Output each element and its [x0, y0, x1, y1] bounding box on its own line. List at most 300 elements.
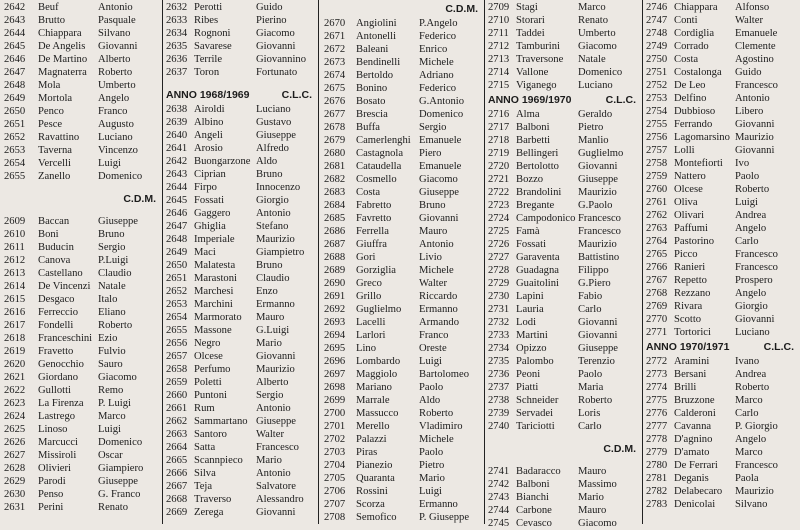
entry-number: 2739 — [488, 408, 510, 419]
roster-row — [646, 407, 798, 420]
entry-number: 2675 — [324, 83, 346, 94]
entry-number: 2764 — [646, 236, 668, 247]
roster-row — [488, 264, 640, 277]
entry-given-name: G.Paolo — [578, 200, 613, 211]
entry-given-name: Silvano — [98, 28, 131, 39]
entry-surname: Repetto — [674, 275, 707, 286]
entry-surname: Rum — [194, 403, 215, 414]
entry-given-name: Giuseppe — [578, 343, 619, 354]
entry-given-name: Giovanni — [98, 41, 138, 52]
entry-surname: Ferrando — [674, 119, 713, 130]
roster-row — [324, 511, 482, 524]
entry-surname: Brescia — [356, 109, 388, 120]
entry-surname: Maggiolo — [356, 369, 398, 380]
entry-surname: Baccan — [38, 216, 70, 227]
entry-surname: Ghiglia — [194, 221, 226, 232]
entry-given-name: Luciano — [256, 104, 291, 115]
entry-given-name: Domenico — [98, 437, 143, 448]
entry-number: 2653 — [166, 299, 188, 310]
entry-given-name: Giacomo — [419, 174, 458, 185]
entry-number: 2762 — [646, 210, 668, 221]
roster-row — [166, 168, 316, 181]
entry-surname: Lagomarsino — [674, 132, 730, 143]
roster-row — [166, 233, 316, 246]
entry-number: 2657 — [166, 351, 188, 362]
entry-surname: Servadei — [516, 408, 554, 419]
roster-row — [166, 311, 316, 324]
entry-given-name: Mauro — [578, 466, 607, 477]
roster-row — [4, 280, 160, 293]
entry-surname: Gori — [356, 252, 376, 263]
entry-surname: Traverso — [194, 494, 232, 505]
roster-row — [488, 40, 640, 53]
roster-row — [4, 105, 160, 118]
entry-number: 2654 — [4, 158, 26, 169]
roster-row — [4, 14, 160, 27]
entry-given-name: Alberto — [98, 54, 131, 65]
entry-given-name: Prospero — [735, 275, 773, 286]
entry-surname: Toron — [194, 67, 220, 78]
roster-row — [646, 79, 798, 92]
entry-surname: Linoso — [38, 424, 68, 435]
entry-given-name: Clemente — [735, 41, 776, 52]
roster-row — [488, 342, 640, 355]
roster-row — [4, 475, 160, 488]
entry-given-name: Ermanno — [256, 299, 295, 310]
entry-number: 2611 — [4, 242, 25, 253]
entry-number: 2733 — [488, 330, 510, 341]
entry-number: 2746 — [646, 2, 668, 13]
entry-number: 2769 — [646, 301, 668, 312]
entry-surname: Olcese — [674, 184, 703, 195]
entry-given-name: Ermanno — [419, 304, 458, 315]
entry-surname: Dubbioso — [674, 106, 716, 117]
entry-surname: Negro — [194, 338, 221, 349]
roster-row — [166, 66, 316, 79]
roster-row — [646, 459, 798, 472]
entry-number: 2645 — [166, 195, 188, 206]
entry-number: 2628 — [4, 463, 26, 474]
entry-surname: Zerega — [194, 507, 224, 518]
entry-surname: Massone — [194, 325, 232, 336]
entry-surname: Firpo — [194, 182, 217, 193]
entry-number: 2661 — [166, 403, 188, 414]
entry-given-name: Mario — [419, 473, 445, 484]
entry-number: 2631 — [4, 502, 26, 513]
entry-given-name: Natale — [578, 54, 606, 65]
entry-surname: Rognoni — [194, 28, 231, 39]
entry-number: 2777 — [646, 421, 668, 432]
entry-given-name: Sergio — [256, 390, 284, 401]
roster-row — [646, 183, 798, 196]
entry-given-name: Paolo — [419, 382, 444, 393]
entry-given-name: G.Luigi — [256, 325, 290, 336]
entry-given-name: P. Giorgio — [735, 421, 778, 432]
entry-number: 2737 — [488, 382, 510, 393]
entry-given-name: Livio — [419, 252, 442, 263]
entry-surname: Rezzano — [674, 288, 711, 299]
roster-row — [166, 27, 316, 40]
roster-row — [488, 121, 640, 134]
section-header — [488, 92, 640, 108]
entry-given-name: Pietro — [419, 460, 445, 471]
entry-number: 2707 — [324, 499, 346, 510]
entry-surname: Marmorato — [194, 312, 242, 323]
entry-number: 2745 — [488, 518, 510, 529]
entry-number: 2730 — [488, 291, 510, 302]
roster-row — [166, 220, 316, 233]
roster-row — [646, 313, 798, 326]
entry-surname: Ravattino — [38, 132, 80, 143]
section-tag: C.D.M. — [123, 193, 156, 205]
entry-given-name: Carlo — [735, 408, 759, 419]
entry-given-name: Emanuele — [735, 28, 778, 39]
entry-given-name: Giovannino — [256, 54, 307, 65]
roster-row — [488, 420, 640, 433]
roster-row — [488, 14, 640, 27]
roster-row — [488, 173, 640, 186]
entry-surname: Bersani — [674, 369, 707, 380]
entry-surname: Cordiglia — [674, 28, 715, 39]
entry-given-name: Silvano — [735, 499, 768, 510]
entry-given-name: Libero — [735, 106, 764, 117]
entry-surname: Ranieri — [674, 262, 706, 273]
roster-row — [488, 303, 640, 316]
entry-number: 2696 — [324, 356, 346, 367]
entry-surname: Brandolini — [516, 187, 562, 198]
entry-surname: Marcucci — [38, 437, 78, 448]
entry-number: 2728 — [488, 265, 510, 276]
entry-surname: Satta — [194, 442, 216, 453]
entry-surname: Fossati — [516, 239, 547, 250]
roster-row — [488, 66, 640, 79]
roster-row — [488, 478, 640, 491]
roster-row — [324, 251, 482, 264]
entry-given-name: Francesco — [578, 226, 621, 237]
entry-number: 2626 — [4, 437, 26, 448]
entry-given-name: Michele — [419, 434, 454, 445]
entry-given-name: Franco — [419, 330, 449, 341]
roster-row — [166, 103, 316, 116]
roster-row — [166, 181, 316, 194]
entry-surname: Bozzo — [516, 174, 544, 185]
entry-surname: Buducin — [38, 242, 74, 253]
entry-surname: Lolli — [674, 145, 695, 156]
roster-row — [4, 40, 160, 53]
entry-surname: Lodi — [516, 317, 537, 328]
entry-number: 2748 — [646, 28, 668, 39]
roster-row — [646, 498, 798, 511]
entry-surname: Pesce — [38, 119, 63, 130]
entry-given-name: Domenico — [578, 67, 623, 78]
entry-surname: Garaventa — [516, 252, 560, 263]
entry-number: 2664 — [166, 442, 188, 453]
entry-surname: Magnaterra — [38, 67, 87, 78]
entry-given-name: Oscar — [98, 450, 123, 461]
roster-row — [324, 459, 482, 472]
entry-given-name: G. Franco — [98, 489, 141, 500]
entry-surname: Badaracco — [516, 466, 561, 477]
roster-row — [646, 248, 798, 261]
entry-number: 2650 — [4, 106, 26, 117]
entry-number: 2750 — [646, 54, 668, 65]
entry-surname: Marrale — [356, 395, 390, 406]
entry-number: 2652 — [4, 132, 26, 143]
roster-row — [324, 368, 482, 381]
entry-number: 2612 — [4, 255, 26, 266]
column-divider — [484, 0, 485, 524]
roster-row — [4, 410, 160, 423]
entry-given-name: Bruno — [256, 169, 283, 180]
entry-number: 2703 — [324, 447, 346, 458]
roster-row — [166, 207, 316, 220]
entry-given-name: Maurizio — [578, 239, 617, 250]
entry-given-name: Giovanni — [735, 145, 775, 156]
entry-number: 2616 — [4, 307, 26, 318]
entry-given-name: Filippo — [578, 265, 609, 276]
entry-given-name: Luciano — [578, 80, 613, 91]
entry-number: 2766 — [646, 262, 668, 273]
roster-row — [166, 14, 316, 27]
entry-number: 2776 — [646, 408, 668, 419]
roster-row — [166, 493, 316, 506]
entry-number: 2701 — [324, 421, 346, 432]
entry-given-name: Roberto — [735, 382, 770, 393]
entry-surname: Bianchi — [516, 492, 549, 503]
section-year: ANNO 1968/1969 — [166, 89, 250, 101]
entry-given-name: Pasquale — [98, 15, 136, 26]
column-divider — [162, 0, 163, 524]
entry-number: 2700 — [324, 408, 346, 419]
entry-surname: Merello — [356, 421, 390, 432]
entry-surname: Opizzo — [516, 343, 547, 354]
entry-number: 2720 — [488, 161, 510, 172]
entry-surname: Poletti — [194, 377, 222, 388]
entry-surname: Brilli — [674, 382, 697, 393]
roster-row — [4, 79, 160, 92]
entry-number: 2761 — [646, 197, 668, 208]
roster-column — [488, 0, 640, 529]
roster-row — [4, 144, 160, 157]
roster-row — [646, 105, 798, 118]
entry-surname: Conti — [674, 15, 698, 26]
entry-given-name: Giacomo — [256, 28, 295, 39]
entry-given-name: Paola — [735, 473, 759, 484]
roster-row — [324, 238, 482, 251]
roster-row — [324, 407, 482, 420]
roster-row — [646, 381, 798, 394]
roster-row — [646, 14, 798, 27]
entry-number: 2642 — [4, 2, 26, 13]
roster-row — [488, 381, 640, 394]
entry-surname: Alma — [516, 109, 540, 120]
entry-number: 2716 — [488, 109, 510, 120]
entry-number: 2658 — [166, 364, 188, 375]
entry-surname: Piras — [356, 447, 378, 458]
entry-given-name: Giovanni — [256, 507, 296, 518]
entry-number: 2615 — [4, 294, 26, 305]
entry-surname: Santoro — [194, 429, 227, 440]
roster-row — [488, 147, 640, 160]
entry-number: 2692 — [324, 304, 346, 315]
entry-number: 2667 — [166, 481, 188, 492]
entry-surname: Airoldi — [194, 104, 225, 115]
entry-number: 2651 — [166, 273, 188, 284]
entry-given-name: Francesco — [735, 262, 778, 273]
roster-row — [324, 134, 482, 147]
roster-row — [4, 436, 160, 449]
entry-given-name: Giacomo — [98, 372, 137, 383]
entry-given-name: Federico — [419, 31, 457, 42]
entry-given-name: Luigi — [98, 424, 121, 435]
entry-number: 2771 — [646, 327, 668, 338]
roster-row — [166, 363, 316, 376]
entry-number: 2681 — [324, 161, 346, 172]
entry-surname: Perini — [38, 502, 64, 513]
entry-given-name: Antonio — [419, 239, 454, 250]
entry-number: 2621 — [4, 372, 26, 383]
entry-surname: Delfino — [674, 93, 707, 104]
entry-given-name: Giovanni — [419, 213, 459, 224]
entry-number: 2682 — [324, 174, 346, 185]
entry-given-name: Giovanni — [578, 161, 618, 172]
entry-number: 2650 — [166, 260, 188, 271]
roster-row — [4, 319, 160, 332]
entry-surname: Aramini — [674, 356, 710, 367]
roster-row — [4, 397, 160, 410]
entry-given-name: Walter — [419, 278, 447, 289]
entry-surname: Tariciotti — [516, 421, 555, 432]
entry-surname: Cavanna — [674, 421, 712, 432]
entry-number: 2642 — [166, 156, 188, 167]
entry-number: 2623 — [4, 398, 26, 409]
section-tag: C.L.C. — [281, 89, 312, 101]
roster-row — [166, 376, 316, 389]
entry-given-name: Giovanni — [256, 351, 296, 362]
entry-surname: Bosato — [356, 96, 386, 107]
entry-number: 2671 — [324, 31, 346, 42]
entry-number: 2691 — [324, 291, 346, 302]
roster-row — [646, 420, 798, 433]
entry-surname: Bregante — [516, 200, 555, 211]
entry-given-name: Giuseppe — [98, 216, 139, 227]
entry-number: 2648 — [166, 234, 188, 245]
roster-row — [166, 40, 316, 53]
entry-surname: D'agnino — [674, 434, 713, 445]
entry-given-name: P.Luigi — [98, 255, 129, 266]
entry-given-name: Luciano — [98, 132, 133, 143]
entry-given-name: Armando — [419, 317, 460, 328]
entry-surname: Peoni — [516, 369, 541, 380]
entry-surname: Zanello — [38, 171, 71, 182]
roster-row — [4, 27, 160, 40]
roster-row — [324, 303, 482, 316]
roster-row — [488, 329, 640, 342]
entry-given-name: Mauro — [578, 505, 607, 516]
entry-number: 2641 — [166, 143, 188, 154]
roster-row — [324, 95, 482, 108]
entry-given-name: Natale — [98, 281, 126, 292]
entry-surname: Pastorino — [674, 236, 715, 247]
section-tag: C.D.M. — [603, 443, 636, 455]
roster-row — [4, 358, 160, 371]
roster-row — [324, 173, 482, 186]
entry-surname: Lino — [356, 343, 377, 354]
roster-row — [646, 222, 798, 235]
entry-given-name: Alfredo — [256, 143, 289, 154]
roster-row — [488, 504, 640, 517]
entry-given-name: Alessandro — [256, 494, 304, 505]
roster-row — [324, 199, 482, 212]
entry-number: 2659 — [166, 377, 188, 388]
entry-given-name: Bruno — [256, 260, 283, 271]
entry-surname: Bellingeri — [516, 148, 559, 159]
entry-number: 2697 — [324, 369, 346, 380]
roster-row — [4, 449, 160, 462]
roster-row — [166, 272, 316, 285]
roster-row — [646, 261, 798, 274]
entry-given-name: Terenzio — [578, 356, 615, 367]
entry-given-name: Adriano — [419, 70, 454, 81]
roster-row — [646, 326, 798, 339]
entry-number: 2699 — [324, 395, 346, 406]
entry-given-name: Antonio — [256, 468, 291, 479]
entry-number: 2654 — [166, 312, 188, 323]
roster-row — [4, 92, 160, 105]
entry-surname: Marastoni — [194, 273, 237, 284]
entry-surname: Calderoni — [674, 408, 716, 419]
roster-row — [324, 420, 482, 433]
entry-given-name: Angelo — [98, 93, 130, 104]
roster-row — [166, 129, 316, 142]
roster-row — [4, 254, 160, 267]
roster-column — [166, 0, 316, 524]
entry-number: 2630 — [4, 489, 26, 500]
roster-row — [646, 433, 798, 446]
section-year: ANNO 1970/1971 — [646, 341, 730, 353]
entry-surname: Ferreccio — [38, 307, 78, 318]
entry-given-name: Roberto — [735, 184, 770, 195]
roster-row — [4, 131, 160, 144]
entry-given-name: Giuseppe — [256, 130, 297, 141]
roster-row — [324, 472, 482, 485]
entry-number: 2652 — [166, 286, 188, 297]
entry-surname: Perotti — [194, 2, 223, 13]
roster-row — [488, 53, 640, 66]
entry-number: 2647 — [166, 221, 188, 232]
entry-given-name: Maurizio — [735, 486, 774, 497]
entry-given-name: G.Antonio — [419, 96, 465, 107]
entry-surname: Campodonico — [516, 213, 576, 224]
entry-number: 2622 — [4, 385, 26, 396]
entry-surname: Greco — [356, 278, 382, 289]
entry-number: 2643 — [166, 169, 188, 180]
roster-row — [166, 402, 316, 415]
roster-row — [324, 108, 482, 121]
entry-given-name: Roberto — [98, 67, 133, 78]
roster-row — [646, 92, 798, 105]
entry-given-name: Luigi — [735, 197, 758, 208]
roster-row — [166, 337, 316, 350]
entry-given-name: Francesco — [735, 249, 778, 260]
entry-given-name: Angelo — [735, 288, 767, 299]
entry-given-name: Giovanni — [578, 330, 618, 341]
entry-number: 2704 — [324, 460, 346, 471]
entry-surname: Costa — [674, 54, 699, 65]
entry-number: 2736 — [488, 369, 510, 380]
entry-given-name: Claudio — [256, 273, 290, 284]
entry-number: 2635 — [166, 41, 188, 52]
